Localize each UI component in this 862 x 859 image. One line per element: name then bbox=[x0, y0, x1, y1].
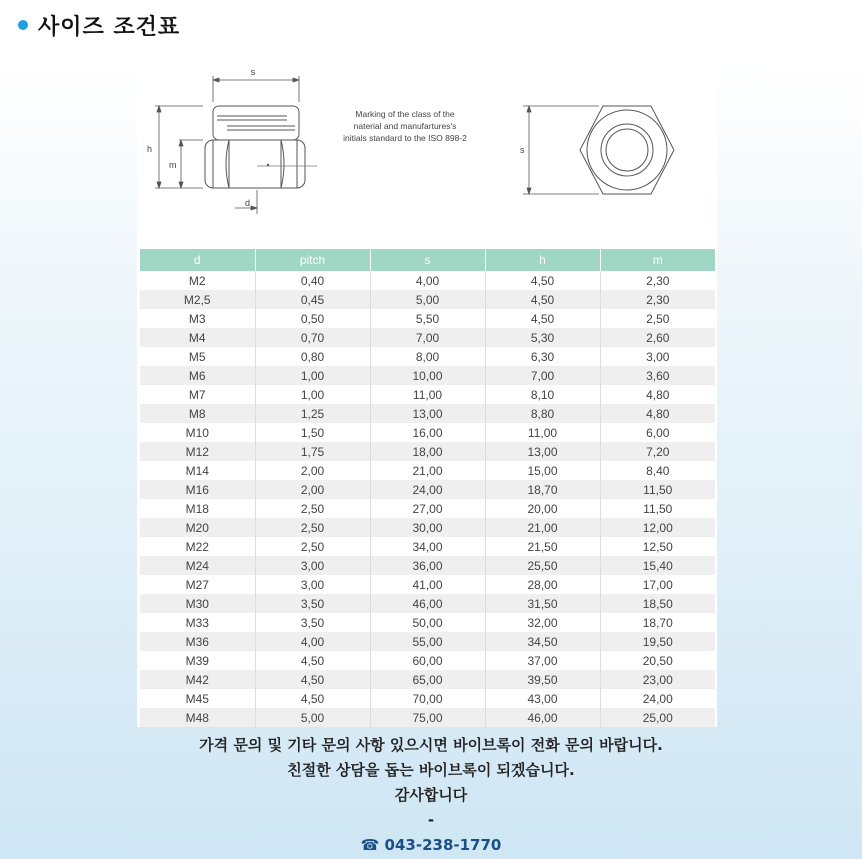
cell-pitch: 3,00 bbox=[255, 556, 370, 575]
table-row bbox=[140, 347, 715, 366]
cell-pitch: 2,50 bbox=[255, 518, 370, 537]
cell-d: M20 bbox=[140, 518, 255, 537]
cell-h: 31,50 bbox=[485, 594, 600, 613]
cell-h: 8,10 bbox=[485, 385, 600, 404]
phone-number[interactable]: 043-238-1770 bbox=[384, 836, 502, 854]
table-row bbox=[140, 290, 715, 309]
table-body bbox=[140, 271, 715, 727]
cell-s: 24,00 bbox=[370, 480, 485, 499]
cell-h: 5,30 bbox=[485, 328, 600, 347]
cell-d: M6 bbox=[140, 366, 255, 385]
col-header-m: m bbox=[600, 249, 715, 271]
cell-pitch: 4,00 bbox=[255, 632, 370, 651]
cell-pitch: 0,45 bbox=[255, 290, 370, 309]
cell-m: 8,40 bbox=[600, 461, 715, 480]
footer-line-4: - bbox=[427, 811, 435, 829]
cell-s: 70,00 bbox=[370, 689, 485, 708]
bullet-dot-icon bbox=[18, 20, 28, 30]
note-line-2: naterial and manufartures's bbox=[353, 121, 457, 131]
section-heading bbox=[18, 10, 180, 40]
size-spec-table bbox=[140, 249, 715, 727]
phone-line[interactable] bbox=[0, 833, 862, 858]
cell-d: M30 bbox=[140, 594, 255, 613]
cell-d: M33 bbox=[185, 615, 209, 630]
hex-top-view bbox=[580, 106, 674, 194]
col-header-s: s bbox=[370, 249, 485, 271]
cell-d: M39 bbox=[185, 653, 209, 668]
table-row bbox=[140, 594, 715, 613]
cell-pitch: 1,50 bbox=[255, 423, 370, 442]
note-line-3: initials standard to the ISO 898-2 bbox=[343, 133, 467, 143]
cell-h: 46,00 bbox=[485, 708, 600, 727]
cell-s: 5,00 bbox=[370, 290, 485, 309]
table-row bbox=[140, 404, 715, 423]
cell-h: 4,50 bbox=[485, 309, 600, 328]
cell-s: 8,00 bbox=[370, 347, 485, 366]
cell-d: M4 bbox=[140, 328, 255, 347]
cell-pitch: 2,00 bbox=[255, 461, 370, 480]
cell-s: 21,00 bbox=[370, 461, 485, 480]
dim-d-label: d bbox=[245, 198, 251, 208]
contact-footer bbox=[0, 733, 862, 858]
cell-pitch: 2,50 bbox=[255, 537, 370, 556]
table-row bbox=[140, 708, 715, 727]
note-line-1: Marking of the class of the bbox=[355, 109, 455, 119]
cell-m: 2,50 bbox=[600, 309, 715, 328]
cell-h: 18,70 bbox=[485, 480, 600, 499]
footer-line-3: 감사합니다 bbox=[394, 786, 468, 804]
cell-h: 8,80 bbox=[485, 404, 600, 423]
cell-s: 4,00 bbox=[370, 271, 485, 290]
cell-pitch: 4,50 bbox=[255, 651, 370, 670]
table-row bbox=[140, 442, 715, 461]
cell-m: 25,00 bbox=[600, 708, 715, 727]
cell-d: M10 bbox=[185, 425, 209, 440]
cell-s: 55,00 bbox=[370, 632, 485, 651]
cell-m: 18,50 bbox=[600, 594, 715, 613]
cell-h: 20,00 bbox=[485, 499, 600, 518]
cell-m: 2,30 bbox=[600, 290, 715, 309]
cell-s: 46,00 bbox=[370, 594, 485, 613]
cell-pitch: 4,50 bbox=[255, 689, 370, 708]
cell-h: 6,30 bbox=[485, 347, 600, 366]
table-row bbox=[140, 556, 715, 575]
cell-d: M2,5 bbox=[140, 290, 255, 309]
cell-d: M5 bbox=[188, 349, 206, 364]
cell-m: 12,50 bbox=[600, 537, 715, 556]
cell-h: 11,00 bbox=[485, 423, 600, 442]
cell-m: 6,00 bbox=[600, 423, 715, 442]
cell-d: M8 bbox=[140, 404, 255, 423]
cell-pitch: 1,00 bbox=[255, 366, 370, 385]
dim-m-label: m bbox=[169, 160, 177, 170]
cell-s: 41,00 bbox=[370, 575, 485, 594]
page-title: 사이즈 조건표 bbox=[38, 14, 181, 40]
cell-d: M18 bbox=[185, 501, 209, 516]
cell-h: 13,00 bbox=[485, 442, 600, 461]
cell-h: 21,50 bbox=[485, 537, 600, 556]
cell-pitch: 0,40 bbox=[255, 271, 370, 290]
cell-h: 39,50 bbox=[485, 670, 600, 689]
table-row bbox=[140, 575, 715, 594]
col-header-h: h bbox=[485, 249, 600, 271]
table-row bbox=[140, 670, 715, 689]
cell-d: M48 bbox=[140, 708, 255, 727]
nut-diagram bbox=[137, 62, 717, 242]
cell-s: 10,00 bbox=[370, 366, 485, 385]
cell-pitch: 1,75 bbox=[255, 442, 370, 461]
col-header-pitch: pitch bbox=[255, 249, 370, 271]
cell-s: 30,00 bbox=[370, 518, 485, 537]
cell-m: 12,00 bbox=[600, 518, 715, 537]
cell-pitch: 1,00 bbox=[255, 385, 370, 404]
cell-pitch: 3,50 bbox=[255, 594, 370, 613]
cell-m: 15,40 bbox=[600, 556, 715, 575]
dim-h-label: h bbox=[147, 144, 153, 154]
cell-pitch: 2,50 bbox=[255, 499, 370, 518]
cell-m: 11,50 bbox=[600, 480, 715, 499]
cell-h: 25,50 bbox=[485, 556, 600, 575]
cell-pitch: 0,50 bbox=[255, 309, 370, 328]
nut-drawing bbox=[137, 62, 717, 242]
footer-line-1: 가격 문의 및 기타 문의 사항 있으시면 바이브록이 전화 문의 바랍니다. bbox=[199, 736, 663, 754]
cell-h: 7,00 bbox=[485, 366, 600, 385]
cell-d: M45 bbox=[185, 691, 209, 706]
table-row bbox=[140, 271, 715, 290]
cell-pitch: 4,50 bbox=[255, 670, 370, 689]
cell-pitch: 0,80 bbox=[255, 347, 370, 366]
cell-d: M7 bbox=[188, 387, 206, 402]
dim-s-side-label: s bbox=[520, 145, 525, 155]
cell-pitch: 3,00 bbox=[255, 575, 370, 594]
table-row bbox=[140, 366, 715, 385]
table-row bbox=[140, 461, 715, 480]
cell-d: M12 bbox=[140, 442, 255, 461]
cell-d: M24 bbox=[140, 556, 255, 575]
cell-d: M27 bbox=[185, 577, 209, 592]
cell-m: 18,70 bbox=[600, 613, 715, 632]
cell-s: 65,00 bbox=[370, 670, 485, 689]
cell-h: 21,00 bbox=[485, 518, 600, 537]
col-header-d: d bbox=[140, 249, 255, 271]
table-row bbox=[140, 423, 715, 442]
cell-s: 16,00 bbox=[370, 423, 485, 442]
cell-d: M22 bbox=[185, 539, 209, 554]
cell-m: 3,60 bbox=[600, 366, 715, 385]
cell-s: 60,00 bbox=[370, 651, 485, 670]
hex-body-outline bbox=[205, 140, 305, 188]
phone-icon: ☎ bbox=[360, 836, 380, 854]
insert-outline bbox=[213, 106, 299, 140]
cell-d: M3 bbox=[188, 311, 206, 326]
cell-m: 11,50 bbox=[600, 499, 715, 518]
table-row bbox=[140, 613, 715, 632]
cell-m: 4,80 bbox=[600, 404, 715, 423]
cell-pitch: 5,00 bbox=[255, 708, 370, 727]
footer-line-2: 친절한 상담을 돕는 바이브록이 되겠습니다. bbox=[287, 761, 575, 779]
cell-m: 7,20 bbox=[600, 442, 715, 461]
cell-d: M2 bbox=[188, 273, 206, 288]
cell-m: 2,60 bbox=[600, 328, 715, 347]
cell-d: M36 bbox=[140, 632, 255, 651]
cell-s: 36,00 bbox=[370, 556, 485, 575]
cell-h: 34,50 bbox=[485, 632, 600, 651]
cell-h: 37,00 bbox=[485, 651, 600, 670]
cell-d: M42 bbox=[140, 670, 255, 689]
table-row bbox=[140, 518, 715, 537]
table-header-row bbox=[140, 249, 715, 271]
cell-s: 75,00 bbox=[370, 708, 485, 727]
cell-m: 17,00 bbox=[600, 575, 715, 594]
table-row bbox=[140, 499, 715, 518]
cell-s: 7,00 bbox=[370, 328, 485, 347]
cell-pitch: 2,00 bbox=[255, 480, 370, 499]
cell-m: 20,50 bbox=[600, 651, 715, 670]
cell-m: 19,50 bbox=[600, 632, 715, 651]
cell-h: 4,50 bbox=[485, 271, 600, 290]
cell-m: 23,00 bbox=[600, 670, 715, 689]
cell-s: 5,50 bbox=[370, 309, 485, 328]
cell-pitch: 1,25 bbox=[255, 404, 370, 423]
cell-h: 43,00 bbox=[485, 689, 600, 708]
dim-s-label: s bbox=[250, 67, 256, 77]
cell-m: 24,00 bbox=[600, 689, 715, 708]
cell-s: 13,00 bbox=[370, 404, 485, 423]
cell-h: 15,00 bbox=[485, 461, 600, 480]
cell-d: M14 bbox=[185, 463, 209, 478]
spec-panel bbox=[137, 62, 717, 727]
table-row bbox=[140, 480, 715, 499]
cell-pitch: 3,50 bbox=[255, 613, 370, 632]
cell-s: 27,00 bbox=[370, 499, 485, 518]
cell-m: 4,80 bbox=[600, 385, 715, 404]
cell-s: 34,00 bbox=[370, 537, 485, 556]
cell-pitch: 0,70 bbox=[255, 328, 370, 347]
table-row bbox=[140, 385, 715, 404]
cell-s: 11,00 bbox=[370, 385, 485, 404]
cell-h: 4,50 bbox=[485, 290, 600, 309]
cell-s: 18,00 bbox=[370, 442, 485, 461]
cell-s: 50,00 bbox=[370, 613, 485, 632]
table-row bbox=[140, 537, 715, 556]
table-row bbox=[140, 689, 715, 708]
cell-m: 2,30 bbox=[600, 271, 715, 290]
table-row bbox=[140, 309, 715, 328]
cell-m: 3,00 bbox=[600, 347, 715, 366]
table-row bbox=[140, 328, 715, 347]
cell-h: 32,00 bbox=[485, 613, 600, 632]
cell-d: M16 bbox=[140, 480, 255, 499]
table-row bbox=[140, 651, 715, 670]
cell-h: 28,00 bbox=[485, 575, 600, 594]
table-row bbox=[140, 632, 715, 651]
